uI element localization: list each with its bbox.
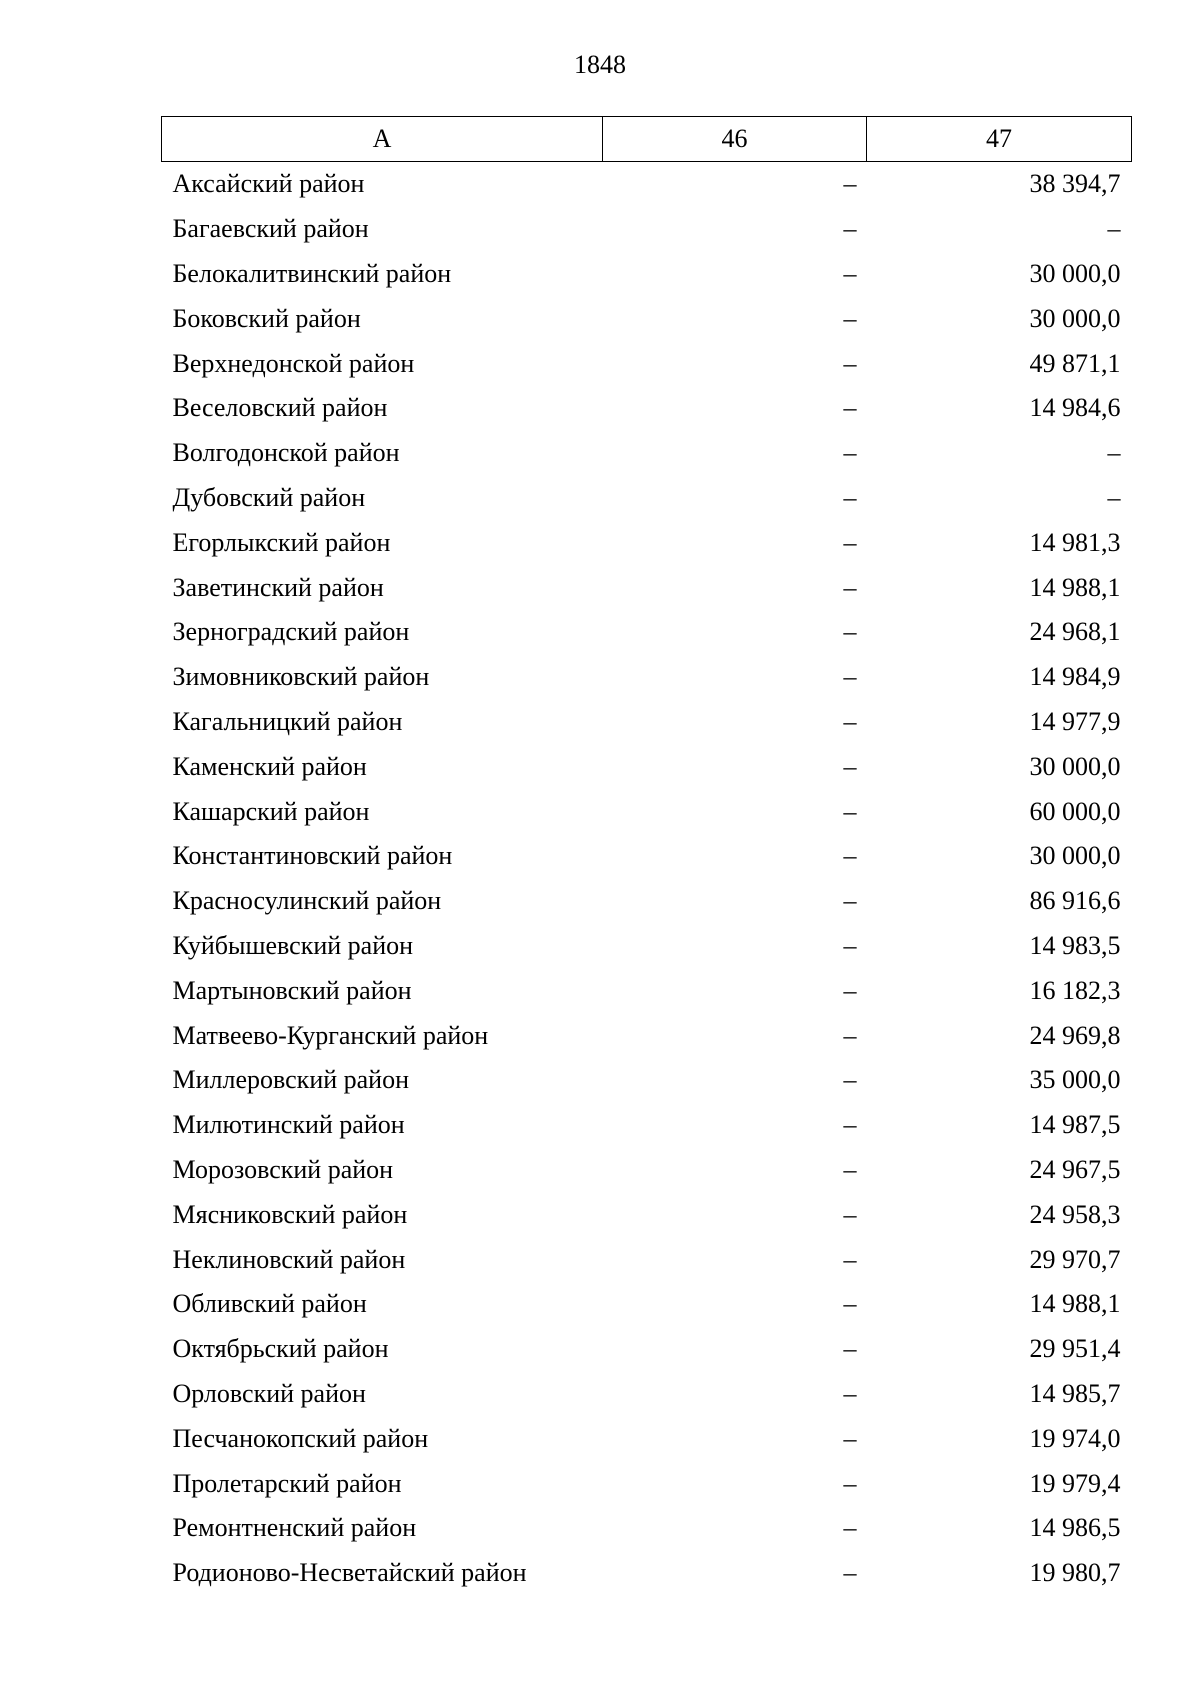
district-name: Красносулинский район [172,886,442,916]
value-46: – [843,572,857,602]
district-name: Дубовский район [172,482,366,512]
district-name: Морозовский район [172,1154,394,1184]
district-name: Ремонтненский район [172,1513,417,1543]
district-name: Егорлыкский район [172,527,391,557]
table-row [162,207,1132,252]
value-47: – [1107,438,1121,468]
value-46: – [843,662,857,692]
value-47: 60 000,0 [1029,796,1121,826]
value-46: – [843,796,857,826]
district-name: Песчанокопский район [172,1423,429,1453]
value-46: – [843,930,857,960]
district-name: Зимовниковский район [172,662,430,692]
district-name: Родионово-Несветайский район [172,1558,527,1588]
table-row [162,565,1132,610]
table-row [162,610,1132,655]
value-47: – [1107,214,1121,244]
table-header [162,117,1132,162]
value-46: – [843,438,857,468]
value-46: – [843,1423,857,1453]
table-row [162,1416,1132,1461]
value-46: – [843,1110,857,1140]
value-47: 14 984,6 [1029,393,1121,423]
value-47: 14 985,7 [1029,1378,1121,1408]
value-47: 14 988,1 [1029,1289,1121,1319]
table-row [162,879,1132,924]
value-47: 14 988,1 [1029,572,1121,602]
table-row [162,1148,1132,1193]
table-row [162,431,1132,476]
value-46: – [843,303,857,333]
table-row [162,924,1132,969]
value-46: – [843,169,857,199]
value-46: – [843,1289,857,1319]
table-row [162,968,1132,1013]
value-46: – [843,841,857,871]
header-column-46: 46 [603,117,867,162]
value-46: – [843,393,857,423]
value-47: 19 980,7 [1029,1558,1121,1588]
value-47: 14 983,5 [1029,930,1121,960]
value-47: 24 958,3 [1029,1199,1121,1229]
value-47: 29 970,7 [1029,1244,1121,1274]
value-46: – [843,975,857,1005]
table-row [162,476,1132,521]
value-46: – [843,1199,857,1229]
table-row [162,700,1132,745]
district-name: Орловский район [172,1378,366,1408]
district-name: Волгодонской район [172,438,400,468]
district-name: Белокалитвинский район [172,258,452,288]
district-name: Кашарский район [172,796,370,826]
value-47: 30 000,0 [1029,841,1121,871]
table-row [162,252,1132,297]
table-row [162,744,1132,789]
value-47: 14 981,3 [1029,527,1121,557]
district-name: Обливский район [172,1289,367,1319]
value-46: – [843,258,857,288]
district-name: Октябрьский район [172,1334,389,1364]
value-46: – [843,886,857,916]
value-46: – [843,1244,857,1274]
district-name: Каменский район [172,751,367,781]
value-46: – [843,214,857,244]
value-46: – [843,706,857,736]
district-name: Багаевский район [172,214,369,244]
value-47: 38 394,7 [1029,169,1121,199]
value-46: – [843,1154,857,1184]
table-row [162,1103,1132,1148]
district-name: Мартыновский район [172,975,412,1005]
table-row [162,1506,1132,1551]
table-row [162,341,1132,386]
district-name: Мясниковский район [172,1199,408,1229]
district-name: Пролетарский район [172,1468,402,1498]
table-row [162,1058,1132,1103]
value-47: 30 000,0 [1029,751,1121,781]
table-row [162,1237,1132,1282]
value-47: 14 987,5 [1029,1110,1121,1140]
value-47: – [1107,482,1121,512]
district-name: Аксайский район [172,169,365,199]
table-row [162,655,1132,700]
district-name: Веселовский район [172,393,388,423]
value-47: 19 974,0 [1029,1423,1121,1453]
value-47: 19 979,4 [1029,1468,1121,1498]
value-47: 24 968,1 [1029,617,1121,647]
value-47: 29 951,4 [1029,1334,1121,1364]
value-46: – [843,1378,857,1408]
value-46: – [843,1468,857,1498]
table-row [162,162,1132,207]
table-row [162,1461,1132,1506]
district-name: Матвеево-Курганский район [172,1020,489,1050]
district-name: Боковский район [172,303,361,333]
district-name: Неклиновский район [172,1244,406,1274]
value-47: 86 916,6 [1029,886,1121,916]
district-name: Милютинский район [172,1110,405,1140]
table-row [162,789,1132,834]
table-row [162,1192,1132,1237]
table-row [162,1327,1132,1372]
value-47: 16 182,3 [1029,975,1121,1005]
value-47: 14 986,5 [1029,1513,1121,1543]
value-47: 35 000,0 [1029,1065,1121,1095]
value-46: – [843,751,857,781]
value-47: 24 969,8 [1029,1020,1121,1050]
table-row [162,1551,1132,1596]
value-46: – [843,1065,857,1095]
district-name: Верхнедонской район [172,348,415,378]
table-row [162,296,1132,341]
value-47: 49 871,1 [1029,348,1121,378]
value-47: 14 984,9 [1029,662,1121,692]
district-name: Миллеровский район [172,1065,410,1095]
header-column-a: А [162,117,603,162]
table-body [162,162,1132,1596]
table-row [162,386,1132,431]
header-row [162,117,1132,162]
table-row [162,834,1132,879]
value-47: 24 967,5 [1029,1154,1121,1184]
value-46: – [843,617,857,647]
budget-table [161,116,1132,1596]
value-46: – [843,1513,857,1543]
district-name: Куйбышевский район [172,930,414,960]
district-name: Зерноградский район [172,617,410,647]
table-row [162,1282,1132,1327]
value-46: – [843,1020,857,1050]
value-47: 30 000,0 [1029,303,1121,333]
value-47: 14 977,9 [1029,706,1121,736]
value-46: – [843,1334,857,1364]
table-row [162,1372,1132,1417]
value-47: 30 000,0 [1029,258,1121,288]
page-number: 1848 [574,50,626,79]
district-name: Константиновский район [172,841,453,871]
district-name: Заветинский район [172,572,384,602]
district-name: Кагальницкий район [172,706,403,736]
value-46: – [843,348,857,378]
value-46: – [843,527,857,557]
header-column-47: 47 [867,117,1132,162]
table-row [162,1013,1132,1058]
value-46: – [843,1558,857,1588]
table-row [162,520,1132,565]
value-46: – [843,482,857,512]
